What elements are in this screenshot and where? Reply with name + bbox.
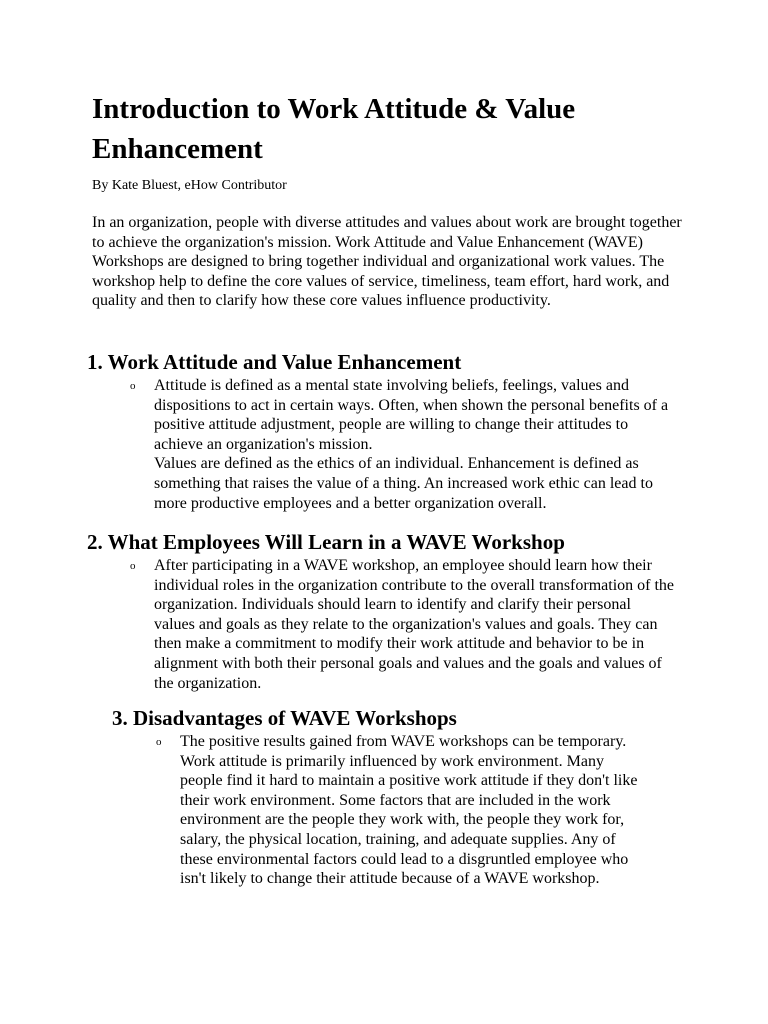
bullet-icon: o: [130, 380, 136, 392]
section-heading: 2. What Employees Will Learn in a WAVE Workshop: [87, 530, 565, 554]
paragraph: Values are defined as the ethics of an individual. Enhancement is defined as something that raises the value of a thing. An increased work ethic can lead to more productive employees and a better organization overall.: [154, 455, 653, 512]
list-item: [87, 556, 687, 693]
intro-paragraph: In an organization, people with diverse attitudes and values about work are brought together to achieve the organization's mission. Work Attitude and Value Enhancement (WAVE) Workshops are designed to bring together individual and organizational work values. The workshop help to define the core values of service, timeliness, team effort, hard work, and quality and then to clarify how these core values influence productivity.: [92, 214, 682, 310]
paragraph: The positive results gained from WAVE workshops can be temporary. Work attitude is primarily influenced by work environment. Many people find it hard to maintain a positive work attitude if they don't like their work environment. Some factors that are included in the work environment are the people they work with, the people they work for, salary, the physical location, training, and adequate supplies. Any of these environmental factors could lead to a disgruntled employee who isn't likely to change their attitude because of a WAVE workshop.: [180, 733, 638, 888]
list-item-text: [154, 556, 674, 693]
bullet-icon: o: [156, 736, 162, 748]
list-item: [112, 732, 672, 889]
paragraph: After participating in a WAVE workshop, an employee should learn how their individual roles in the organization contribute to the overall transformation of the organization. Individuals should learn to identify and clarify their personal values and goals as they relate to the organization's values and goals. They can then make a commitment to modify their work attitude and behavior to be in alignment with both their personal goals and values and the goals and values of the organization.: [154, 557, 675, 692]
section-heading: 3. Disadvantages of WAVE Workshops: [112, 706, 457, 730]
list-item-text: [154, 376, 674, 513]
section-2: [87, 529, 687, 693]
section-heading: 1. Work Attitude and Value Enhancement: [87, 350, 462, 374]
paragraph: Attitude is defined as a mental state involving beliefs, feelings, values and dispositions to act in certain ways. Often, when shown the personal benefits of a positive attitude adjustment, people are willing to change their attitudes to achieve an organization's mission.: [154, 377, 669, 453]
list-item: [87, 376, 687, 513]
section-3: [112, 705, 672, 889]
list-item-text: [180, 732, 642, 889]
byline: By Kate Bluest, eHow Contributor: [92, 178, 287, 193]
page-title: Introduction to Work Attitude & Value Enhancement: [92, 93, 576, 165]
section-1: [87, 349, 687, 513]
bullet-icon: o: [130, 560, 136, 572]
